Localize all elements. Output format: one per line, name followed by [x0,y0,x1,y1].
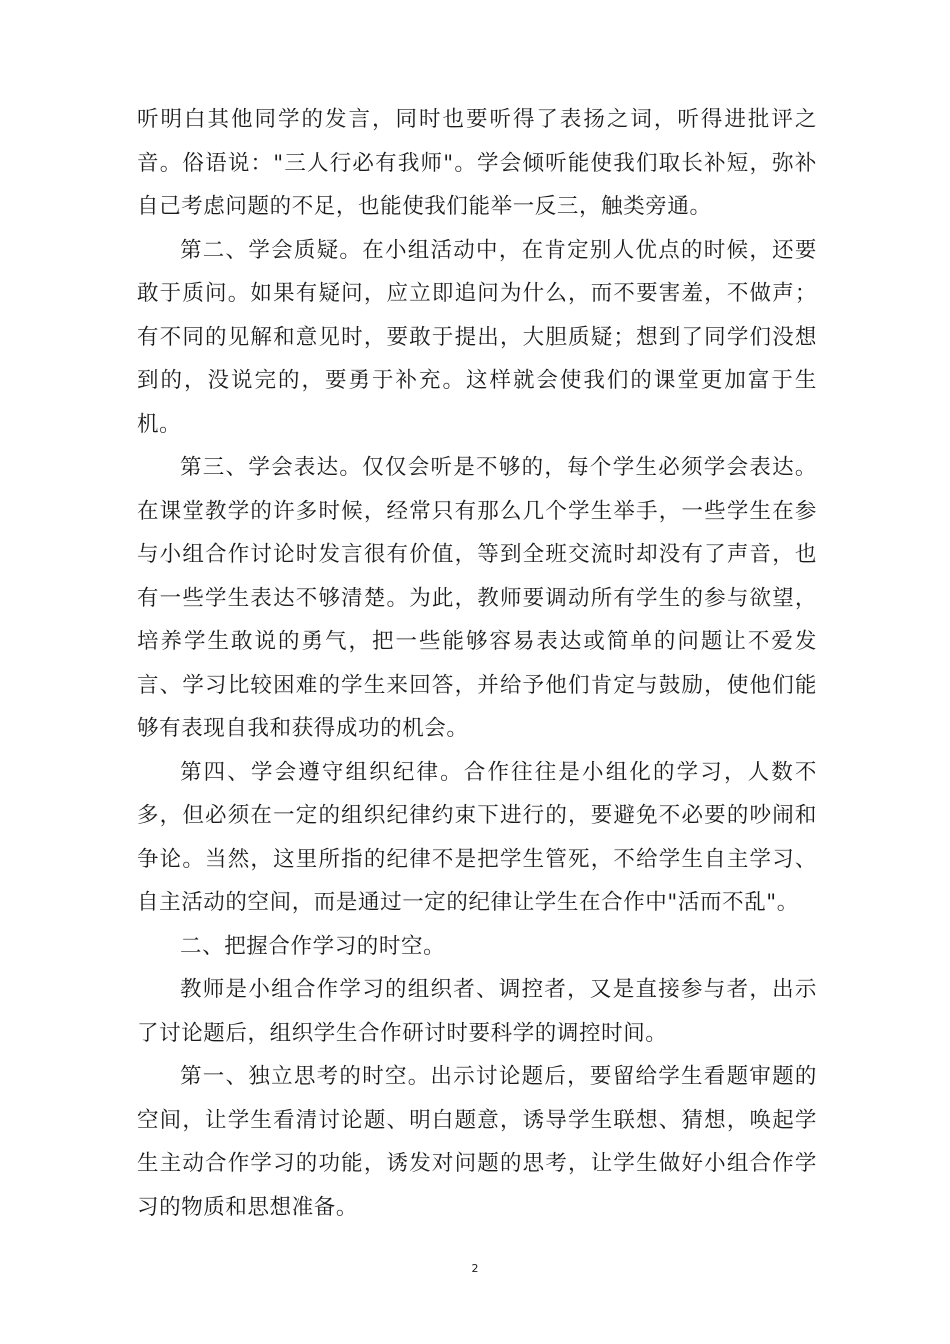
paragraph-continuation: 听明白其他同学的发言，同时也要听得了表扬之词，听得进批评之音。俗语说："三人行必有我师"。学会倾听能使我们取长补短，弥补自己考虑问题的不足，也能使我们能举一反三，触类旁通。 [137,107,817,219]
page-number: 2 [471,1262,479,1275]
paragraph-questioning: 第二、学会质疑。在小组活动中，在肯定别人优点的时候，还要敢于质问。如果有疑问，应立即追问为什么，而不要害羞，不做声；有不同的见解和意见时，要敢于提出，大胆质疑；想到了同学们没想到的，没说完的，要勇于补充。这样就会使我们的课堂更加富于生机。 [137,237,817,437]
document-body [137,98,817,1229]
section-heading: 二、把握合作学习的时空。 [180,933,446,959]
paragraph-discipline: 第四、学会遵守组织纪律。合作往往是小组化的学习，人数不多，但必须在一定的组织纪律约束下进行的，要避免不必要的吵闹和争论。当然，这里所指的纪律不是把学生管死，不给学生自主学习、自主活动的空间，而是通过一定的纪律让学生在合作中"活而不乱"。 [137,759,817,915]
paragraph-teacher-role: 教师是小组合作学习的组织者、调控者，又是直接参与者，出示了讨论题后，组织学生合作研讨时要科学的调控时间。 [137,977,817,1046]
paragraph-expression: 第三、学会表达。仅仅会听是不够的，每个学生必须学会表达。在课堂教学的许多时候，经常只有那么几个学生举手，一些学生在参与小组合作讨论时发言很有价值，等到全班交流时却没有了声音，也有一些学生表达不够清楚。为此，教师要调动所有学生的参与欲望，培养学生敢说的勇气，把一些能够容易表达或简单的问题让不爱发言、学习比较困难的学生来回答，并给予他们肯定与鼓励，使他们能够有表现自我和获得成功的机会。 [137,455,817,741]
paragraph-independent-thinking: 第一、独立思考的时空。出示讨论题后，要留给学生看题审题的空间，让学生看清讨论题、明白题意，诱导学生联想、猜想，唤起学生主动合作学习的功能，诱发对问题的思考，让学生做好小组合作学习的物质和思想准备。 [137,1064,817,1220]
